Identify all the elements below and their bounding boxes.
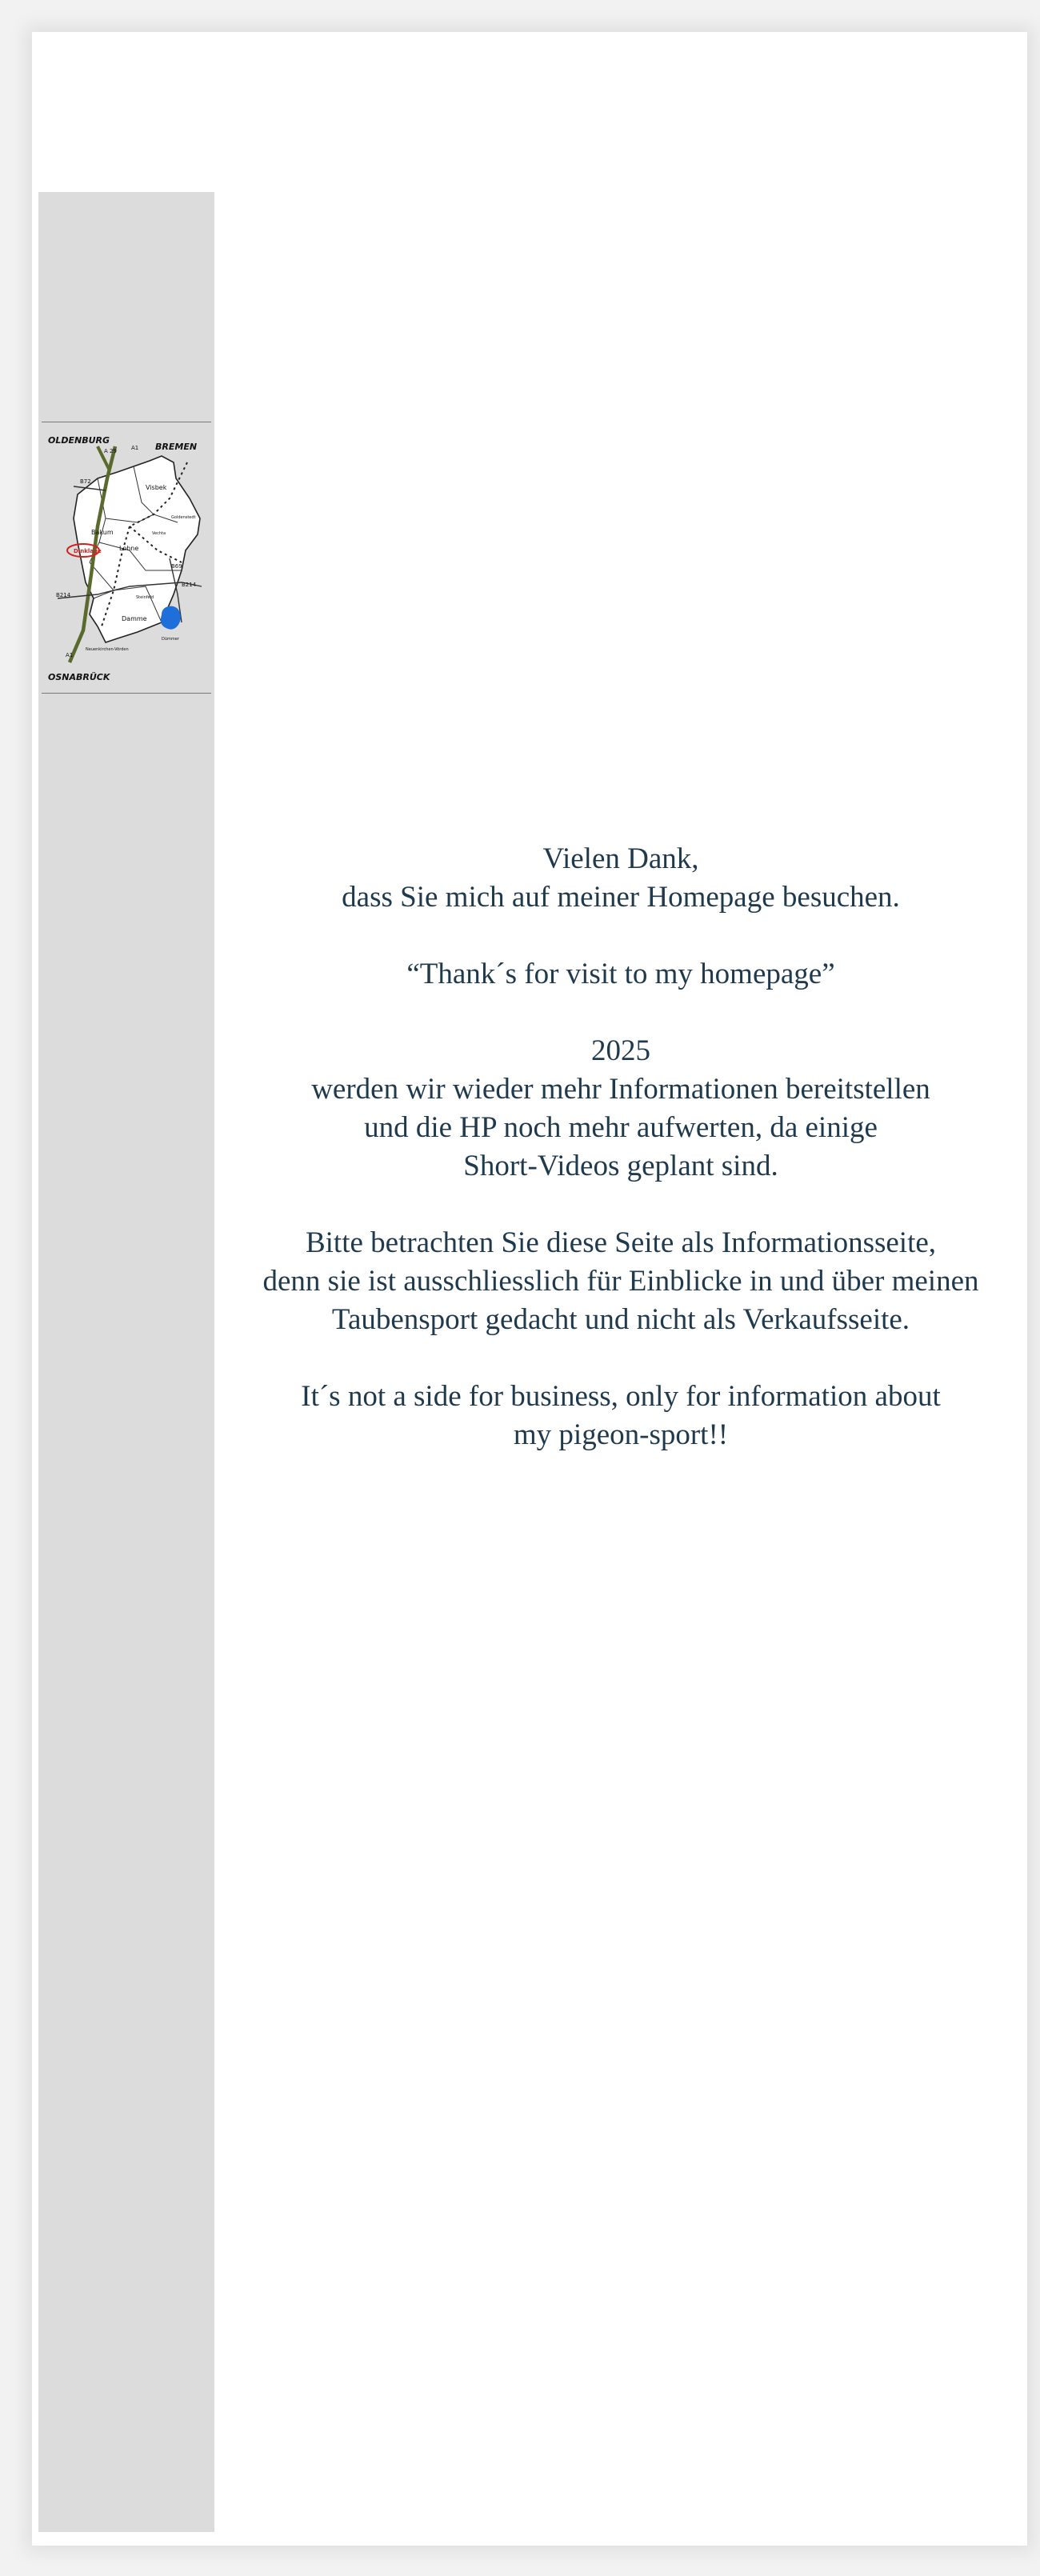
main-content bbox=[214, 32, 1027, 2546]
text-line: It´s not a side for business, only for information about bbox=[301, 1380, 941, 1413]
text-line: Vielen Dank, bbox=[542, 842, 699, 875]
map-label-damme: Damme bbox=[122, 615, 147, 622]
paragraph-thanks bbox=[214, 840, 1027, 917]
map-label-goldenstedt: Goldenstedt bbox=[171, 515, 196, 520]
map-label-b72: B72 bbox=[80, 478, 91, 485]
text-line: denn sie ist ausschliesslich für Einblicke in und über meinen bbox=[262, 1265, 979, 1298]
map-label-a1-top: A1 bbox=[131, 445, 139, 451]
map-label-b214-right: B214 bbox=[182, 582, 197, 588]
text-line: werden wir wieder mehr Informationen bereitstellen bbox=[311, 1073, 930, 1106]
welcome-text bbox=[214, 840, 1027, 1493]
paragraph-info-notice bbox=[214, 1224, 1027, 1339]
map-label-bremen: BREMEN bbox=[155, 442, 198, 452]
text-line: dass Sie mich auf meiner Homepage besuchen. bbox=[342, 881, 900, 914]
map-label-lohne: Lohne bbox=[119, 545, 139, 552]
map-label-osnabrueck: OSNABRÜCK bbox=[48, 672, 110, 682]
region-map-icon bbox=[42, 422, 211, 693]
page bbox=[32, 32, 1027, 2546]
map-label-a1-bottom: A1 bbox=[66, 652, 74, 658]
map-label-neuenkirchen: Neuenkirchen-Vörden bbox=[86, 647, 129, 652]
map-label-oldenburg: OLDENBURG bbox=[48, 435, 110, 446]
text-line: Taubensport gedacht und nicht als Verkaufsseite. bbox=[331, 1303, 910, 1336]
map-label-steinfeld: Steinfeld bbox=[136, 595, 154, 600]
text-line: my pigeon-sport!! bbox=[513, 1418, 729, 1451]
region-map bbox=[42, 422, 211, 694]
paragraph-thanks-english bbox=[214, 955, 1027, 994]
paragraph-plans-2025 bbox=[214, 1032, 1027, 1186]
map-label-a29: A 29 bbox=[104, 448, 117, 454]
text-line: 2025 bbox=[591, 1034, 650, 1067]
map-label-vechta: Vechta bbox=[152, 531, 166, 536]
paragraph-business-notice bbox=[214, 1378, 1027, 1454]
map-label-visbek: Visbek bbox=[146, 484, 167, 491]
map-label-b214-left: B214 bbox=[56, 592, 71, 598]
text-line: “Thank´s for visit to my homepage” bbox=[406, 958, 835, 990]
map-label-bakum: Bakum bbox=[91, 529, 114, 536]
map-label-duemmer: Dümmer bbox=[162, 637, 179, 642]
map-label-b69: B69 bbox=[171, 563, 182, 570]
sidebar bbox=[38, 192, 214, 2532]
text-line: Bitte betrachten Sie diese Seite als Informationsseite, bbox=[305, 1226, 937, 1259]
text-line: Short-Videos geplant sind. bbox=[463, 1150, 778, 1182]
map-label-dinklage: Dinklage bbox=[74, 548, 102, 554]
text-line: und die HP noch mehr aufwerten, da einige bbox=[364, 1111, 878, 1144]
